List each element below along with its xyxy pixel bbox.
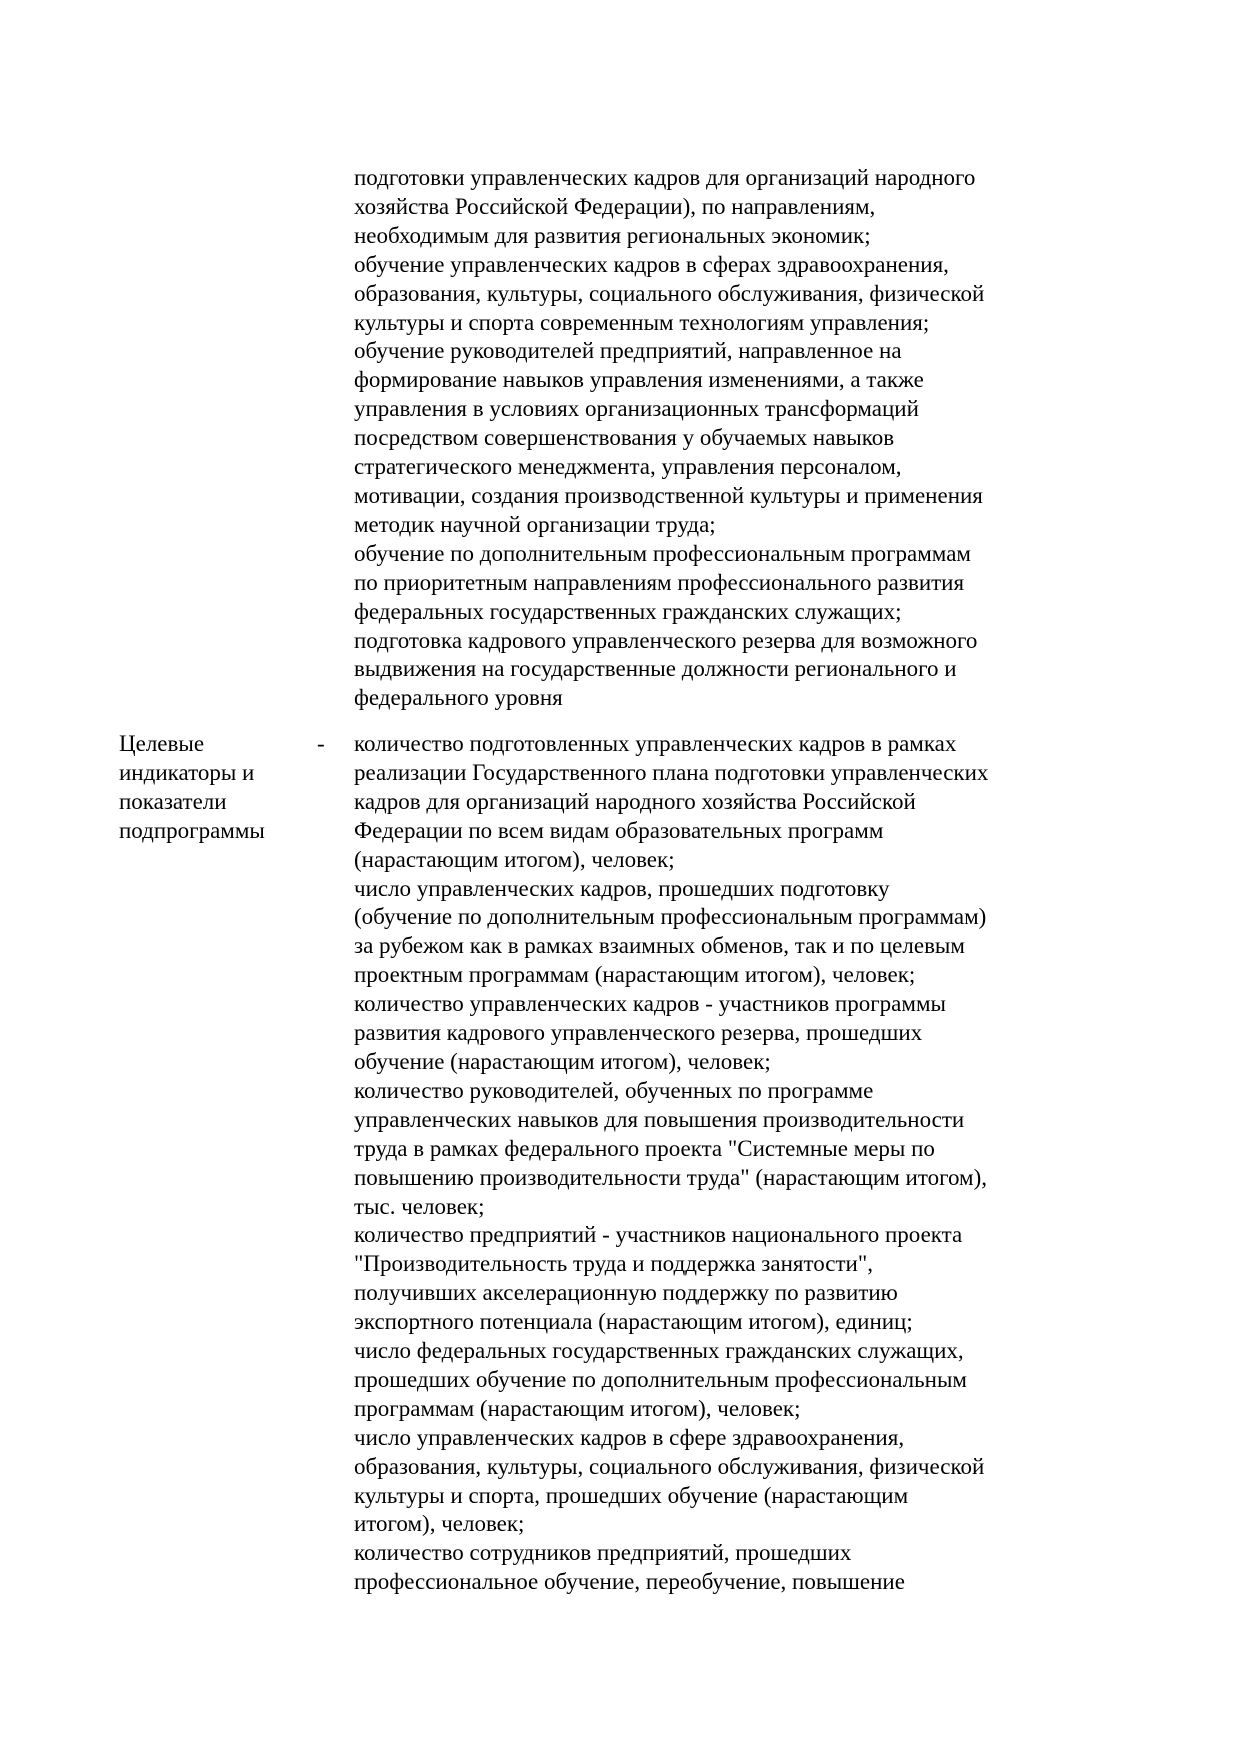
text-line: реализации Государственного плана подготовки управленческих — [354, 759, 989, 785]
text-line: необходимым для развития региональных экономик; — [354, 222, 871, 248]
text-line: методик научной организации труда; — [354, 511, 716, 537]
text-line: получивших акселерационную поддержку по развитию — [354, 1280, 898, 1306]
text-line: обучение по дополнительным профессиональным программам — [354, 540, 971, 566]
text-line: формирование навыков управления изменениями, а также — [354, 367, 924, 393]
text-line: управленческих навыков для повышения производительности — [354, 1106, 965, 1132]
text-line: количество сотрудников предприятий, прошедших — [354, 1540, 852, 1566]
text-line: стратегического менеджмента, управления персоналом, — [354, 454, 902, 480]
text-line: обучение управленческих кадров в сферах здравоохранения, — [354, 251, 949, 277]
text-line: выдвижения на государственные должности регионального и — [354, 656, 957, 682]
text-line: образования, культуры, социального обслуживания, физической — [354, 280, 985, 306]
text-line: (нарастающим итогом), человек; — [354, 846, 675, 872]
separator-dash: - — [317, 731, 325, 756]
text-line: развития кадрового управленческого резерва, прошедших — [354, 1020, 923, 1046]
text-line: итогом), человек; — [354, 1511, 525, 1537]
text-line: за рубежом как в рамках взаимных обменов, так и по целевым — [354, 933, 965, 959]
text-line: труда в рамках федерального проекта "Системные меры по — [354, 1135, 935, 1161]
indicators-text — [354, 730, 1074, 1597]
text-line: культуры и спорта современным технологиям управления; — [354, 309, 930, 335]
text-line: мотивации, создания производственной культуры и применения — [354, 482, 983, 508]
text-line: программам (нарастающим итогом), человек; — [354, 1395, 801, 1421]
text-line: проектным программам (нарастающим итогом), человек; — [354, 962, 916, 988]
text-line: число управленческих кадров в сфере здравоохранения, — [354, 1424, 905, 1450]
label-line: индикаторы и — [119, 759, 255, 785]
label-line: Целевые — [119, 731, 205, 756]
text-line: прошедших обучение по дополнительным профессиональным — [354, 1366, 967, 1392]
text-line: тыс. человек; — [354, 1193, 485, 1219]
indicators-label — [119, 730, 289, 846]
text-line: экспортного потенциала (нарастающим итогом), единиц; — [354, 1309, 913, 1335]
text-line: подготовки управленческих кадров для организаций народного — [354, 165, 976, 190]
tasks-continuation — [354, 164, 1074, 713]
label-line: подпрограммы — [119, 817, 265, 843]
label-line: показатели — [119, 788, 227, 814]
text-line: (обучение по дополнительным профессиональным программам) — [354, 904, 987, 930]
text-line: "Производительность труда и поддержка занятости", — [354, 1251, 873, 1277]
text-line: Федерации по всем видам образовательных программ — [354, 817, 884, 843]
text-line: кадров для организаций народного хозяйства Российской — [354, 788, 916, 814]
text-line: повышению производительности труда" (нарастающим итогом), — [354, 1164, 987, 1190]
text-line: культуры и спорта, прошедших обучение (нарастающим — [354, 1482, 909, 1508]
text-line: количество подготовленных управленческих кадров в рамках — [354, 731, 957, 756]
text-line: федеральных государственных гражданских служащих; — [354, 598, 902, 624]
text-line: образования, культуры, социального обслуживания, физической — [354, 1453, 985, 1479]
text-line: число федеральных государственных гражданских служащих, — [354, 1338, 964, 1364]
text-line: количество управленческих кадров - участников программы — [354, 991, 946, 1017]
text-line: обучение (нарастающим итогом), человек; — [354, 1048, 771, 1074]
text-line: по приоритетным направлениям профессионального развития — [354, 569, 965, 595]
text-line: число управленческих кадров, прошедших подготовку — [354, 875, 890, 901]
text-line: федерального уровня — [354, 685, 563, 711]
text-line: профессиональное обучение, переобучение, повышение — [354, 1569, 905, 1595]
text-line: хозяйства Российской Федерации), по направлениям, — [354, 193, 876, 219]
text-line: количество предприятий - участников национального проекта — [354, 1222, 963, 1248]
text-line: количество руководителей, обученных по программе — [354, 1077, 874, 1103]
text-line: посредством совершенствования у обучаемых навыков — [354, 425, 895, 451]
text-line: управления в условиях организационных трансформаций — [354, 396, 919, 422]
text-line: подготовка кадрового управленческого резерва для возможного — [354, 627, 978, 653]
text-line: обучение руководителей предприятий, направленное на — [354, 338, 902, 364]
